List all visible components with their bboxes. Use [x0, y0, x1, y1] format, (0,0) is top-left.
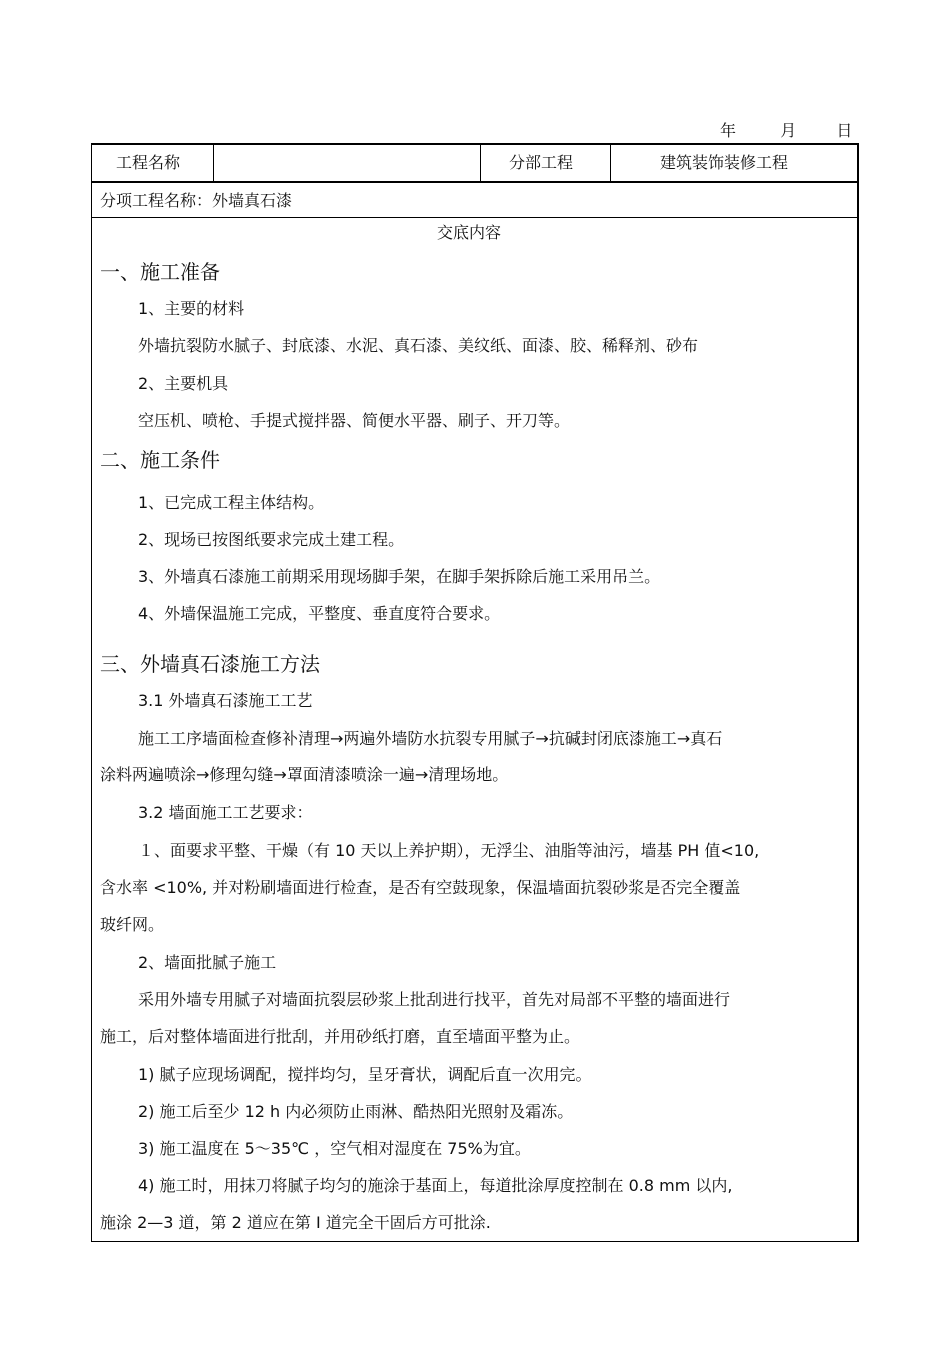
step-2: 2) 施工后至少 12 h 内必须防止雨淋、酷热阳光照射及霜冻。: [138, 1102, 574, 1121]
section-3-2-item-1-b: 含水率 <10%, 并对粉刷墙面进行检查，是否有空鼓现象，保温墙面抗裂砂浆是否完全覆盖: [100, 878, 741, 897]
table-col-divider-2: [480, 143, 481, 182]
table-col-divider-3: [610, 143, 611, 182]
section-3-1-text-a: 施工工序墙面检查修补清理→两遍外墙防水抗裂专用腻子→抗碱封闭底漆施工→真石: [138, 729, 723, 748]
step-4-a: 4) 施工时，用抹刀将腻子均匀的施涂于基面上，每道批涂厚度控制在 0.8 mm 以内,: [138, 1176, 733, 1195]
section-1-title: 一、施工准备: [100, 260, 220, 284]
section-2-item-1: 1、已完成工程主体结构。: [138, 493, 325, 512]
section-2-item-3: 3、外墙真石漆施工前期采用现场脚手架，在脚手架拆除后施工采用吊兰。: [138, 567, 661, 586]
step-4-b: 施涂 2—3 道，第 2 道应在第 Ⅰ 道完全干固后方可批涂.: [100, 1213, 491, 1232]
section-3-1-text-b: 涂料两遍喷涂→修理勾缝→罩面清漆喷涂一遍→清理场地。: [100, 765, 509, 784]
table-row1-border: [91, 181, 859, 183]
section-1-1-text: 外墙抗裂防水腻子、封底漆、水泥、真石漆、美纹纸、面漆、胶、稀释剂、砂布: [138, 336, 699, 355]
section-3-title: 三、外墙真石漆施工方法: [100, 652, 320, 676]
month-label: 月: [780, 121, 797, 140]
table-col-divider-1: [213, 143, 214, 182]
section-2-title: 二、施工条件: [100, 448, 220, 472]
subitem-name: 分项工程名称：外墙真石漆: [100, 191, 293, 210]
date-header: [720, 118, 852, 141]
table-top-border: [91, 143, 859, 145]
section-1-1-heading: 1、主要的材料: [138, 299, 245, 318]
section-2-item-4: 4、外墙保温施工完成，平整度、垂直度符合要求。: [138, 604, 501, 623]
section-3-2-item-2-heading: 2、墙面批腻子施工: [138, 953, 277, 972]
section-3-1-heading: 3.1 外墙真石漆施工工艺: [138, 691, 313, 710]
table-row2-border: [91, 217, 859, 218]
section-3-2-item-1-c: 玻纤网。: [100, 915, 165, 934]
table-left-border: [91, 143, 92, 1242]
section-3-2-item-2-a: 采用外墙专用腻子对墙面抗裂层砂浆上批刮进行找平，首先对局部不平整的墙面进行: [138, 990, 731, 1009]
content-title: 交底内容: [437, 223, 502, 242]
section-2-item-2: 2、现场已按图纸要求完成土建工程。: [138, 530, 405, 549]
step-1: 1) 腻子应现场调配，搅拌均匀，呈牙膏状，调配后直一次用完。: [138, 1065, 592, 1084]
division-label: 分部工程: [509, 153, 574, 172]
year-label: 年: [720, 121, 737, 140]
day-label: 日: [836, 121, 853, 140]
step-3: 3) 施工温度在 5～35℃ ，空气相对湿度在 75%为宜。: [138, 1139, 531, 1158]
section-3-2-item-2-b: 施工，后对整体墙面进行批刮，并用砂纸打磨，直至墙面平整为止。: [100, 1027, 581, 1046]
table-bottom-border: [91, 1241, 859, 1242]
section-1-2-heading: 2、主要机具: [138, 374, 229, 393]
section-3-2-item-1-a: １、面要求平整、干燥（有 10 天以上养护期），无浮尘、油脂等油污，墙基 PH 值<10,: [138, 841, 760, 860]
table-right-border: [857, 143, 859, 1242]
project-name-label: 工程名称: [116, 153, 181, 172]
division-value: 建筑装饰装修工程: [660, 153, 789, 172]
section-3-2-heading: 3.2 墙面施工工艺要求：: [138, 803, 313, 822]
section-1-2-text: 空压机、喷枪、手提式搅拌器、简便水平器、刷子、开刀等。: [138, 411, 571, 430]
